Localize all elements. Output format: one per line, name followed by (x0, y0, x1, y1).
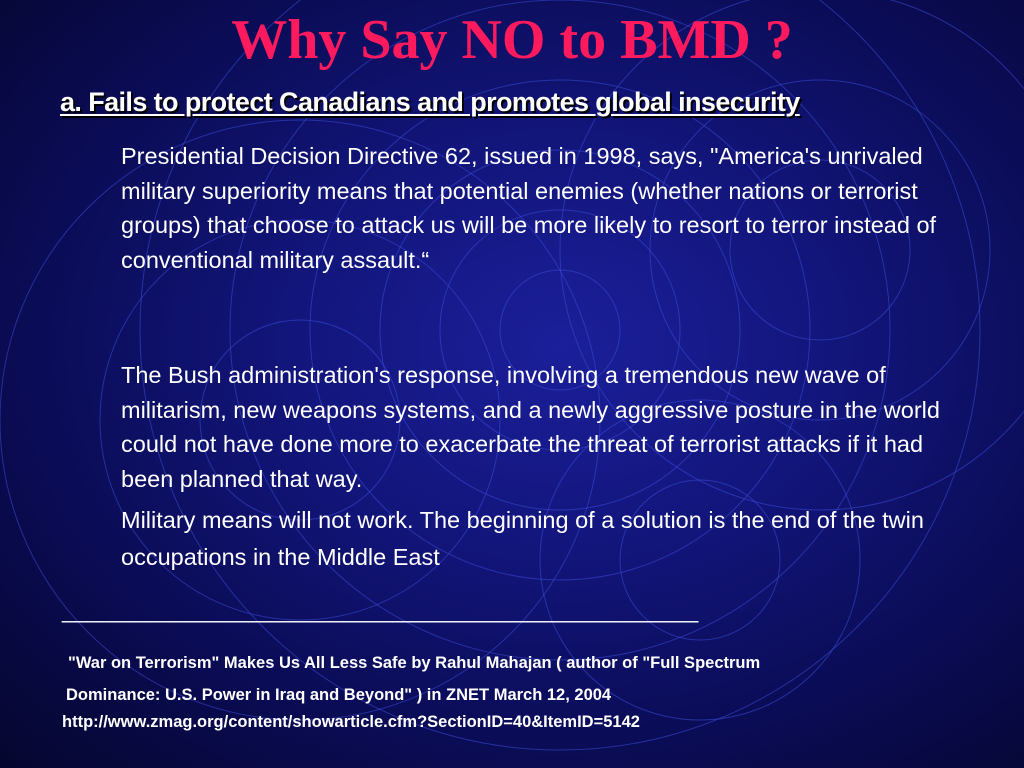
citation-line-1: "War on Terrorism" Makes Us All Less Safe by Rahul Mahajan ( author of "Full Spectrum (68, 654, 761, 672)
citation-url[interactable]: http://www.zmag.org/content/showarticle.cfm?SectionID=40&ItemID=5142 (62, 713, 640, 731)
paragraph-bush-response: The Bush administration's response, involving a tremendous new wave of militarism, new weapons systems, and a newly aggressive posture in the world could not have done more to exacerbate the threat of terrorist attacks if it had been planned that way. (121, 362, 940, 492)
slide-subtitle: a. Fails to protect Canadians and promotes global insecurity (60, 87, 800, 117)
paragraph-military-means: Military means will not work. The beginning of a solution is the end of the twin occupations in the Middle East (121, 507, 924, 570)
citation-line-2: Dominance: U.S. Power in Iraq and Beyond" ) in ZNET March 12, 2004 (66, 686, 612, 704)
paragraph-directive: Presidential Decision Directive 62, issued in 1998, says, "America's unrivaled military superiority means that potential enemies (whether nations or terrorist groups) that choose to attack us will be more likely to resort to terror instead of conventional military assault.“ (121, 143, 937, 273)
slide-title: Why Say NO to BMD ? (231, 9, 793, 71)
separator-line: ____________________________________________________ (62, 598, 699, 623)
